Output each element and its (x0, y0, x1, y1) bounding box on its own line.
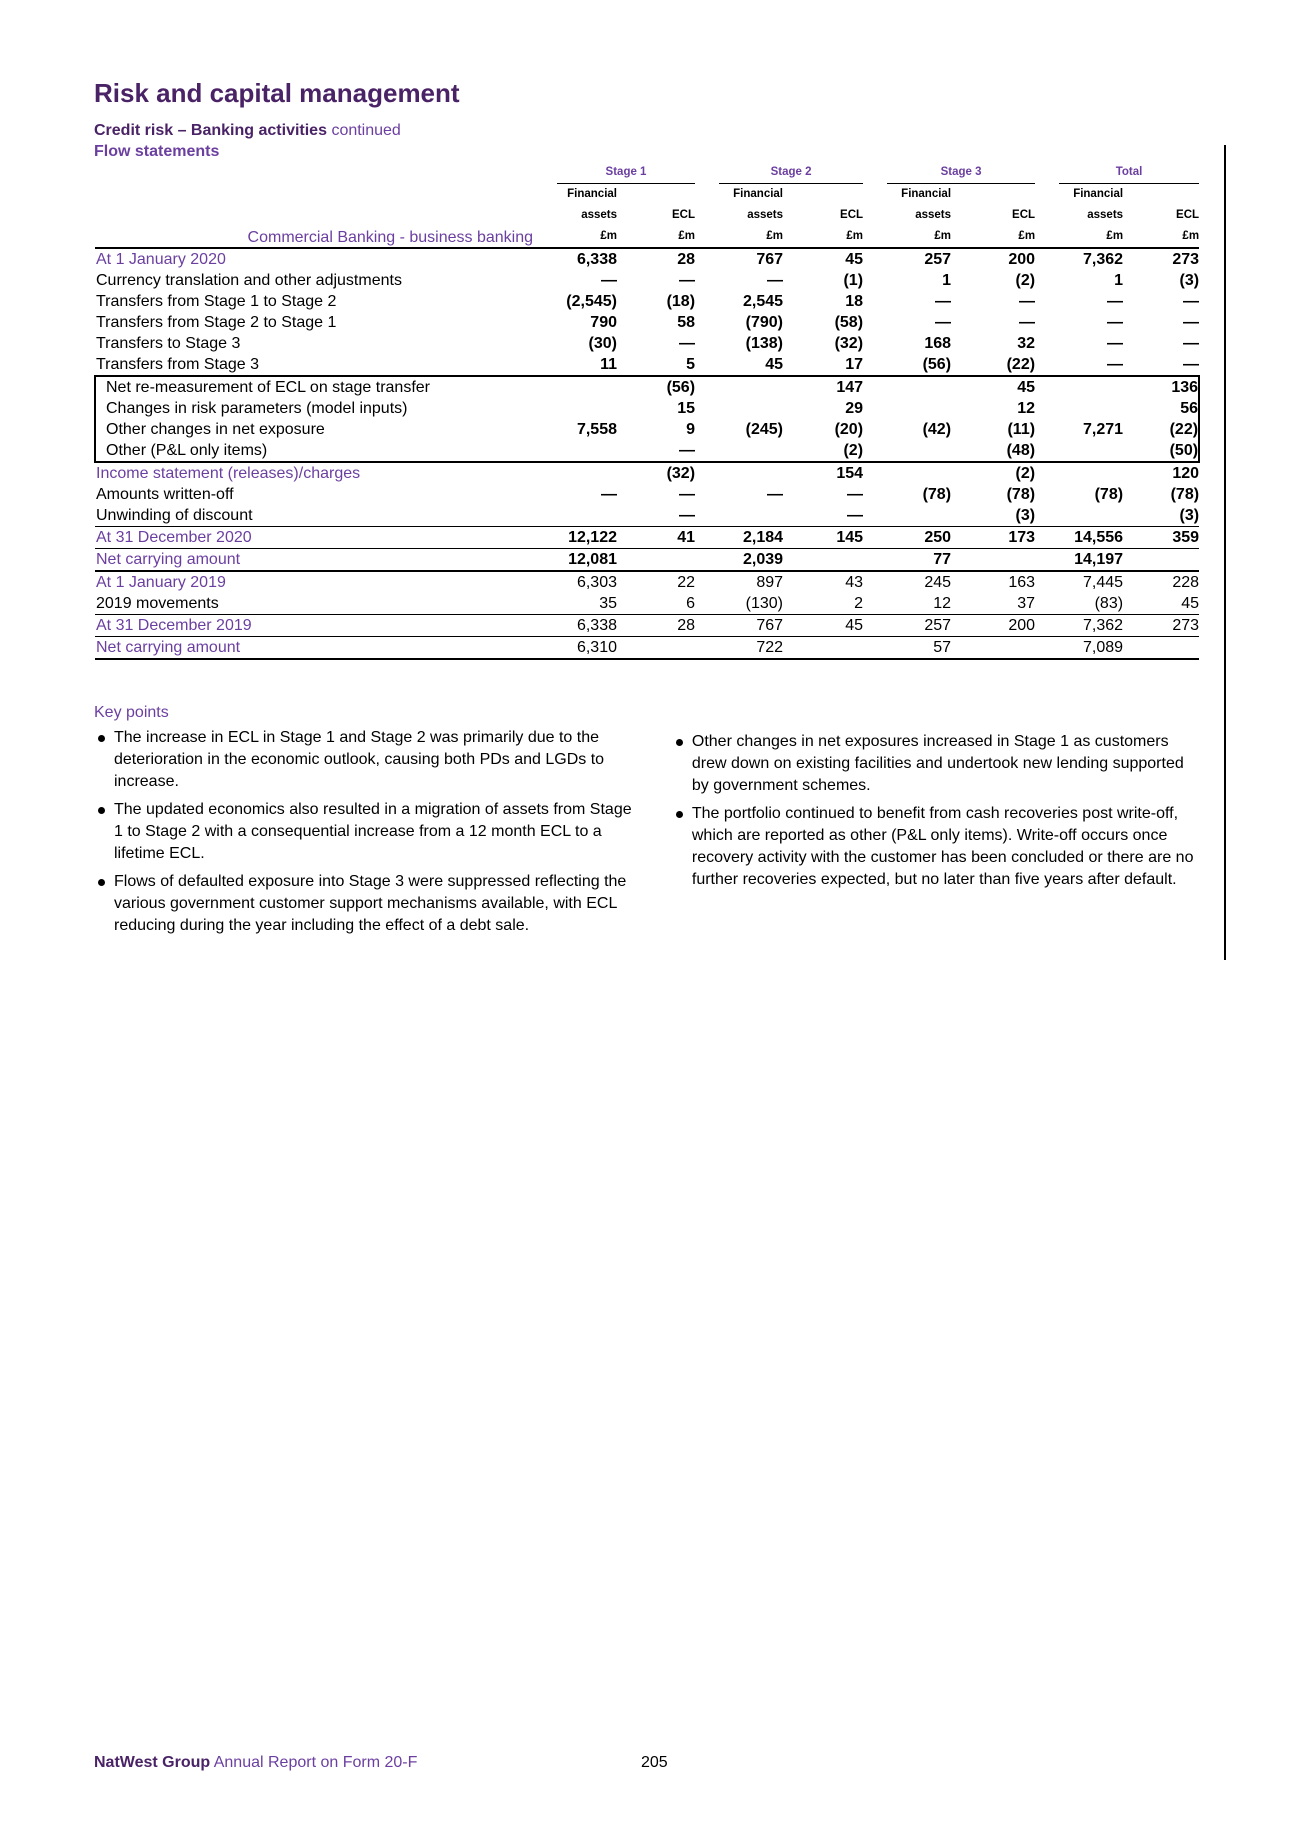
cell-value (863, 462, 951, 484)
row-label: At 1 January 2020 (96, 251, 226, 268)
cell-value: (3) (1179, 272, 1200, 289)
col-header: ECL (840, 209, 864, 221)
col-header: assets (747, 209, 784, 221)
cell-value: 56 (1123, 398, 1199, 419)
cell-value: 7,362 (1035, 615, 1123, 637)
cell-value (1035, 376, 1123, 398)
table-row (95, 312, 1199, 333)
cell-value: 77 (863, 549, 951, 572)
cell-value: — (679, 272, 696, 289)
row-label: Currency translation and other adjustments (96, 272, 402, 289)
cell-value (695, 398, 783, 419)
cell-value (863, 505, 951, 527)
cell-value: — (679, 335, 696, 352)
cell-value: 228 (1172, 574, 1200, 591)
cell-value: (2) (783, 440, 863, 462)
cell-value: 163 (1008, 574, 1036, 591)
cell-value: (22) (1006, 356, 1036, 373)
cell-value: 14,197 (1035, 549, 1123, 572)
col-header: ECL (1012, 209, 1036, 221)
cell-value (695, 440, 783, 462)
cell-value: 32 (1017, 335, 1036, 352)
cell-value: 7,445 (1083, 574, 1124, 591)
table-row (95, 527, 1199, 549)
cell-value (1123, 637, 1199, 660)
page-content (94, 76, 1200, 943)
cell-value: 58 (677, 314, 696, 331)
cell-value: 7,362 (1083, 251, 1124, 268)
cell-value: 250 (863, 527, 951, 549)
cell-value: 1 (1114, 272, 1124, 289)
row-label: Changes in risk parameters (model inputs) (95, 398, 533, 419)
cell-value: — (1183, 314, 1200, 331)
cell-value: 37 (951, 593, 1035, 615)
cell-value: 45 (783, 615, 863, 637)
cell-value: 722 (695, 637, 783, 660)
table-row (95, 354, 1199, 376)
cell-value: 147 (783, 376, 863, 398)
cell-value: 359 (1123, 527, 1199, 549)
cell-value: — (783, 505, 863, 527)
cell-value: (11) (1007, 421, 1036, 438)
cell-value (1035, 505, 1123, 527)
unit: £m (934, 230, 952, 242)
table-row (95, 440, 1199, 462)
cell-value: 45 (951, 376, 1035, 398)
column-header-row (95, 184, 1199, 205)
cell-value: (22) (1123, 419, 1199, 440)
unit: £m (1106, 230, 1124, 242)
cell-value: — (1107, 293, 1124, 310)
table-row (95, 333, 1199, 354)
unit: £m (766, 230, 784, 242)
cell-value: 6,303 (576, 574, 617, 591)
cell-value: 257 (863, 615, 951, 637)
page-number: 205 (641, 1754, 668, 1771)
unit: £m (600, 230, 617, 242)
key-points (94, 727, 1200, 943)
col-header: assets (1087, 209, 1124, 221)
cell-value: 154 (836, 465, 864, 482)
row-label: Other (P&L only items) (95, 440, 533, 462)
col-header: assets (915, 209, 952, 221)
cell-value: 173 (951, 527, 1035, 549)
cell-value: 273 (1123, 615, 1199, 637)
cell-value (1123, 549, 1199, 572)
cell-value (695, 376, 783, 398)
table-row (95, 549, 1199, 572)
cell-value: 245 (924, 574, 952, 591)
flow-statement-table (94, 162, 1200, 660)
row-label: 2019 movements (95, 593, 533, 615)
col-header: Financial (901, 188, 952, 200)
cell-value: 11 (600, 356, 617, 373)
cell-value: 43 (845, 574, 864, 591)
cell-value (617, 637, 695, 660)
cell-value: 12,122 (533, 527, 617, 549)
cell-value: 45 (1123, 593, 1199, 615)
cell-value: — (847, 486, 864, 503)
cell-value: — (767, 486, 784, 503)
cell-value: 15 (677, 400, 696, 417)
table-row (95, 376, 1199, 398)
key-points-title: Key points (94, 704, 169, 721)
cell-value: (32) (834, 335, 864, 352)
cell-value (783, 637, 863, 660)
row-label: Other changes in net exposure (95, 419, 533, 440)
table-row (95, 270, 1199, 291)
cell-value: 6,310 (533, 637, 617, 660)
cell-value: (56) (922, 356, 952, 373)
section-subheading (94, 120, 1200, 141)
table-row (95, 571, 1199, 593)
row-label: At 31 December 2019 (95, 615, 533, 637)
cell-value: 7,271 (1083, 421, 1124, 438)
cell-value (863, 440, 951, 462)
cell-value: — (601, 272, 617, 289)
cell-value: 12 (863, 593, 951, 615)
cell-value: (78) (1006, 486, 1036, 503)
cell-value: 41 (617, 527, 695, 549)
cell-value: 145 (783, 527, 863, 549)
cell-value: 9 (686, 421, 696, 438)
cell-value: 35 (533, 593, 617, 615)
cell-value: 2,545 (742, 293, 784, 310)
cell-value: (30) (588, 335, 617, 352)
margin-rule (1224, 145, 1226, 960)
cell-value: 7,558 (576, 421, 617, 438)
cell-value: 2,039 (695, 549, 783, 572)
subheading-continued: continued (331, 122, 401, 139)
cell-value: (78) (1094, 486, 1124, 503)
unit: £m (678, 230, 696, 242)
cell-value: 18 (845, 293, 864, 310)
row-label: At 1 January 2019 (96, 574, 226, 591)
unit: £m (1018, 230, 1036, 242)
key-point: Flows of defaulted exposure into Stage 3 were suppressed reflecting the various government customer support mechanisms available, with ECL reducing during the year including the effect of a debt sale. (94, 871, 642, 937)
row-label: Amounts written-off (96, 486, 234, 503)
cell-value (951, 549, 1035, 572)
cell-value: (2) (1015, 465, 1036, 482)
cell-value: 2 (783, 593, 863, 615)
cell-value (533, 505, 617, 527)
table-row (95, 419, 1199, 440)
cell-value: — (767, 272, 784, 289)
cell-value: 897 (756, 574, 784, 591)
col-header: Financial (1073, 188, 1124, 200)
cell-value: — (1183, 335, 1200, 352)
cell-value: — (935, 293, 952, 310)
cell-value (533, 440, 617, 462)
cell-value: (56) (617, 376, 695, 398)
cell-value: — (617, 440, 695, 462)
cell-value: 120 (1172, 465, 1200, 482)
row-label: Net carrying amount (95, 637, 533, 660)
stage-header-row (95, 162, 1199, 184)
cell-value: (83) (1035, 593, 1123, 615)
cell-value: 1 (942, 272, 952, 289)
stage-header: Stage 2 (719, 162, 863, 184)
table-row (95, 615, 1199, 637)
table-row (95, 593, 1199, 615)
footer-report: Annual Report on Form 20-F (213, 1754, 418, 1771)
key-point: The portfolio continued to benefit from cash recoveries post write-off, which are reported as other (P&L only items). Write-off occurs once recovery activity with the customer has been concluded or there are no further recoveries expected, but no later than five years after default. (672, 803, 1200, 891)
cell-value: (1) (843, 272, 864, 289)
cell-value: 29 (845, 400, 864, 417)
cell-value: (18) (666, 293, 696, 310)
cell-value: (3) (951, 505, 1035, 527)
cell-value (1035, 398, 1123, 419)
stage-header: Total (1059, 162, 1199, 184)
row-label: Transfers from Stage 1 to Stage 2 (96, 293, 337, 310)
col-header: ECL (1176, 209, 1200, 221)
cell-value: 257 (924, 251, 952, 268)
cell-value: (50) (1123, 440, 1199, 462)
cell-value (533, 462, 617, 484)
cell-value: 6,338 (576, 251, 617, 268)
cell-value: — (1183, 356, 1200, 373)
cell-value: 273 (1172, 251, 1200, 268)
cell-value: 200 (1008, 251, 1036, 268)
cell-value: 17 (845, 356, 864, 373)
table-row (95, 398, 1199, 419)
table-row (95, 248, 1199, 270)
cell-value: 6 (617, 593, 695, 615)
row-label: At 31 December 2020 (95, 527, 533, 549)
page-title: Risk and capital management (94, 78, 460, 108)
cell-value: — (1107, 335, 1124, 352)
cell-value (783, 549, 863, 572)
cell-value (533, 398, 617, 419)
col-header: Financial (567, 188, 617, 200)
cell-value: 767 (695, 615, 783, 637)
table-row (95, 637, 1199, 660)
row-label: Transfers from Stage 3 (96, 356, 260, 373)
col-header: Financial (733, 188, 784, 200)
cell-value: 14,556 (1035, 527, 1123, 549)
cell-value (863, 398, 951, 419)
stage-header: Stage 1 (557, 162, 695, 184)
cell-value (695, 462, 783, 484)
cell-value: 136 (1123, 376, 1199, 398)
cell-value: 28 (617, 615, 695, 637)
cell-value: (78) (1170, 486, 1200, 503)
cell-value: (32) (666, 465, 696, 482)
cell-value: (2) (1015, 272, 1036, 289)
table-row (95, 484, 1199, 505)
cell-value: — (1107, 314, 1124, 331)
key-points-right (672, 731, 1200, 943)
subheading-bold: Credit risk – Banking activities (94, 122, 327, 139)
stage-header: Stage 3 (887, 162, 1035, 184)
cell-value: (138) (745, 335, 784, 352)
cell-value: 767 (756, 251, 784, 268)
cell-value: — (601, 486, 617, 503)
row-label: Net re-measurement of ECL on stage transfer (95, 376, 533, 398)
segment-label: Commercial Banking - business banking (247, 229, 533, 246)
cell-value (617, 549, 695, 572)
row-label: Net carrying amount (95, 549, 533, 572)
cell-value: 45 (845, 251, 864, 268)
cell-value (1035, 440, 1123, 462)
cell-value: 790 (590, 314, 617, 331)
cell-value (695, 505, 783, 527)
cell-value: (48) (951, 440, 1035, 462)
cell-value: (245) (745, 421, 784, 438)
cell-value: (3) (1123, 505, 1199, 527)
table-row (95, 505, 1199, 527)
table-row (95, 462, 1199, 484)
cell-value: (42) (922, 421, 952, 438)
cell-value: (78) (922, 486, 952, 503)
unit: £m (846, 230, 864, 242)
cell-value: — (1019, 314, 1036, 331)
cell-value: 168 (924, 335, 952, 352)
cell-value: (130) (695, 593, 783, 615)
cell-value: — (1107, 356, 1124, 373)
cell-value (863, 376, 951, 398)
cell-value: 200 (951, 615, 1035, 637)
cell-value: (2,545) (566, 293, 617, 310)
col-header: ECL (672, 209, 696, 221)
cell-value: — (1183, 293, 1200, 310)
footer (94, 1752, 417, 1774)
cell-value: 12 (1017, 400, 1036, 417)
section-title: Flow statements (94, 143, 220, 160)
key-point: The updated economics also resulted in a migration of assets from Stage 1 to Stage 2 with a consequential increase from a 12 month ECL to a lifetime ECL. (94, 799, 642, 865)
footer-company: NatWest Group (94, 1754, 211, 1771)
key-point: The increase in ECL in Stage 1 and Stage 2 was primarily due to the deterioration in the economic outlook, causing both PDs and LGDs to increase. (94, 727, 642, 793)
key-points-left (94, 727, 672, 943)
cell-value: (58) (834, 314, 864, 331)
cell-value (533, 376, 617, 398)
unit: £m (1182, 230, 1200, 242)
cell-value (951, 637, 1035, 660)
cell-value: 22 (677, 574, 696, 591)
row-label: Income statement (releases)/charges (96, 465, 361, 482)
cell-value: — (617, 505, 695, 527)
cell-value: 6,338 (533, 615, 617, 637)
cell-value: 57 (863, 637, 951, 660)
cell-value: (20) (834, 421, 864, 438)
table-row (95, 291, 1199, 312)
cell-value (1035, 462, 1123, 484)
row-label: Transfers from Stage 2 to Stage 1 (96, 314, 337, 331)
cell-value: 5 (686, 356, 696, 373)
col-header: assets (581, 209, 617, 221)
cell-value: 2,184 (695, 527, 783, 549)
row-label: Unwinding of discount (95, 505, 533, 527)
cell-value: 7,089 (1035, 637, 1123, 660)
cell-value: — (1019, 293, 1036, 310)
row-label: Transfers to Stage 3 (96, 335, 241, 352)
cell-value: 12,081 (533, 549, 617, 572)
key-point: Other changes in net exposures increased in Stage 1 as customers drew down on existing facilities and undertook new lending supported by government schemes. (672, 731, 1200, 797)
cell-value: (790) (745, 314, 784, 331)
cell-value: — (679, 486, 696, 503)
cell-value: 28 (677, 251, 696, 268)
cell-value: 45 (765, 356, 784, 373)
cell-value: — (935, 314, 952, 331)
